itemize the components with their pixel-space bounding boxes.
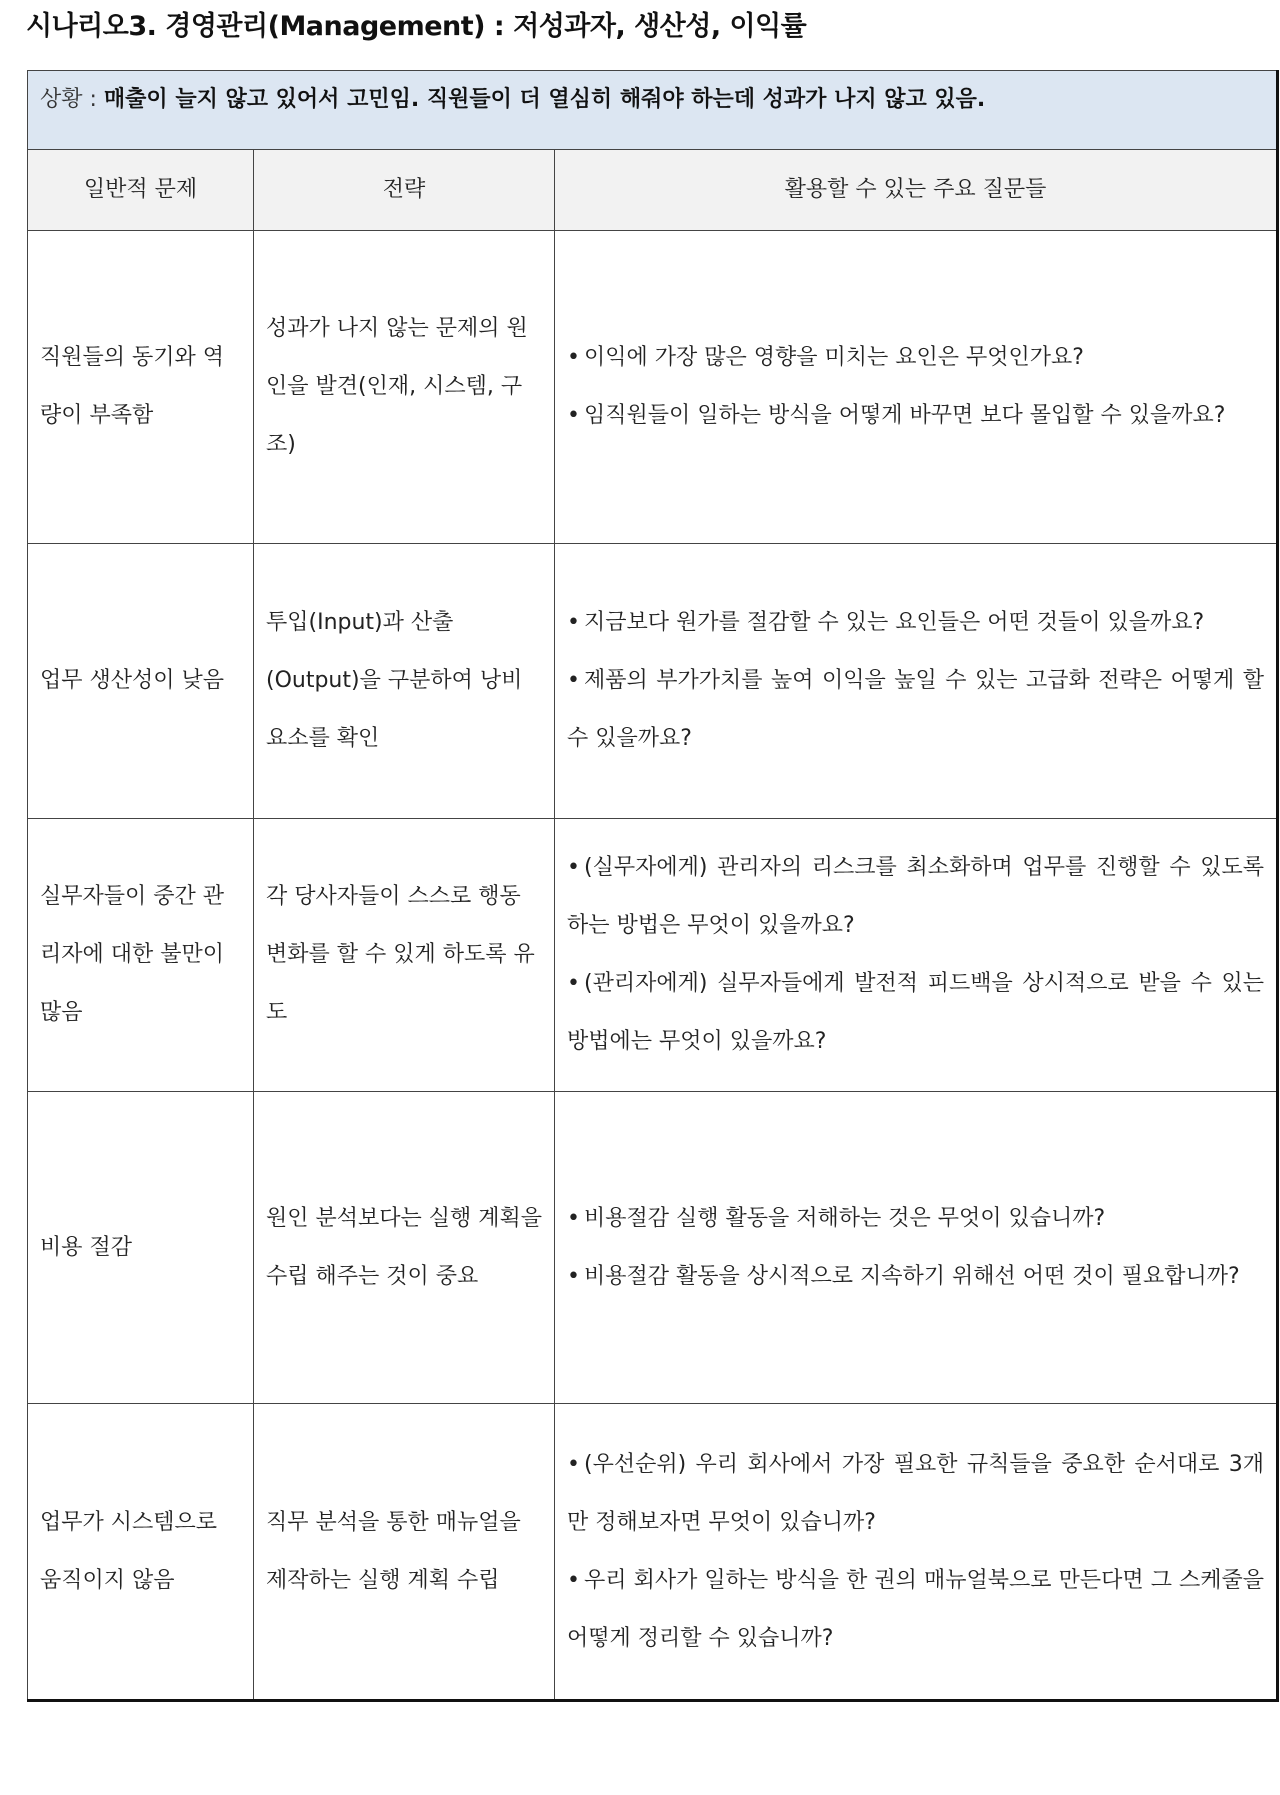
table-row	[28, 231, 1278, 544]
column-header-strategy: 전략	[254, 150, 555, 231]
strategy-cell: 직무 분석을 통한 매뉴얼을 제작하는 실행 계획 수립	[254, 1404, 555, 1701]
table-row	[28, 819, 1278, 1092]
question-item: • 이익에 가장 많은 영향을 미치는 요인은 무엇인가요?	[567, 345, 1084, 370]
question-item: • 비용절감 활동을 상시적으로 지속하기 위해선 어떤 것이 필요합니까?	[567, 1263, 1240, 1289]
table-row	[28, 1404, 1278, 1701]
table-row	[28, 544, 1278, 819]
questions-cell	[555, 819, 1278, 1092]
question-item: • (우선순위) 우리 회사에서 가장 필요한 규칙들을 중요한 순서대로 3개만 정해보자면 무엇이 있습니까?	[567, 1451, 1265, 1535]
problem-cell: 업무 생산성이 낮음	[28, 544, 254, 819]
situation-text: 매출이 늘지 않고 있어서 고민임. 직원들이 더 열심히 해줘야 하는데 성과가 나지 않고 있음.	[103, 87, 986, 112]
questions-cell	[555, 1092, 1278, 1404]
page-title: 시나리오3. 경영관리(Management) : 저성과자, 생산성, 이익률	[26, 11, 807, 42]
problem-cell: 실무자들이 중간 관리자에 대한 불만이 많음	[28, 819, 254, 1092]
question-item: • 지금보다 원가를 절감할 수 있는 요인들은 어떤 것들이 있을까요?	[567, 610, 1205, 635]
question-item: • (관리자에게) 실무자들에게 발전적 피드백을 상시적으로 받을 수 있는 방법에는 무엇이 있을까요?	[567, 971, 1265, 1054]
questions-cell	[555, 1404, 1278, 1701]
strategy-cell: 각 당사자들이 스스로 행동 변화를 할 수 있게 하도록 유도	[254, 819, 555, 1092]
situation-row	[28, 71, 1278, 150]
problem-cell: 직원들의 동기와 역량이 부족함	[28, 231, 254, 544]
situation-cell	[28, 71, 1278, 150]
questions-cell	[555, 231, 1278, 544]
column-header-problem: 일반적 문제	[28, 150, 254, 231]
column-header-questions: 활용할 수 있는 주요 질문들	[555, 150, 1278, 231]
question-item: • 임직원들이 일하는 방식을 어떻게 바꾸면 보다 몰입할 수 있을까요?	[567, 403, 1226, 428]
problem-cell: 비용 절감	[28, 1092, 254, 1404]
question-item: • 제품의 부가가치를 높여 이익을 높일 수 있는 고급화 전략은 어떻게 할 수 있을까요?	[567, 668, 1265, 751]
question-item: • (실무자에게) 관리자의 리스크를 최소화하며 업무를 진행할 수 있도록 하는 방법은 무엇이 있을까요?	[567, 855, 1265, 938]
question-item: • 우리 회사가 일하는 방식을 한 권의 매뉴얼북으로 만든다면 그 스케줄을 어떻게 정리할 수 있습니까?	[567, 1567, 1265, 1651]
table-row	[28, 1092, 1278, 1404]
questions-cell	[555, 544, 1278, 819]
problem-cell: 업무가 시스템으로 움직이지 않음	[28, 1404, 254, 1701]
strategy-cell: 원인 분석보다는 실행 계획을 수립 해주는 것이 중요	[254, 1092, 555, 1404]
question-item: • 비용절감 실행 활동을 저해하는 것은 무엇이 있습니까?	[567, 1205, 1106, 1231]
header-row	[28, 150, 1278, 231]
strategy-cell: 투입(Input)과 산출(Output)을 구분하여 낭비요소를 확인	[254, 544, 555, 819]
scenario-table	[27, 70, 1279, 1702]
strategy-cell: 성과가 나지 않는 문제의 원인을 발견(인재, 시스템, 구조)	[254, 231, 555, 544]
situation-label: 상황 :	[40, 87, 97, 112]
